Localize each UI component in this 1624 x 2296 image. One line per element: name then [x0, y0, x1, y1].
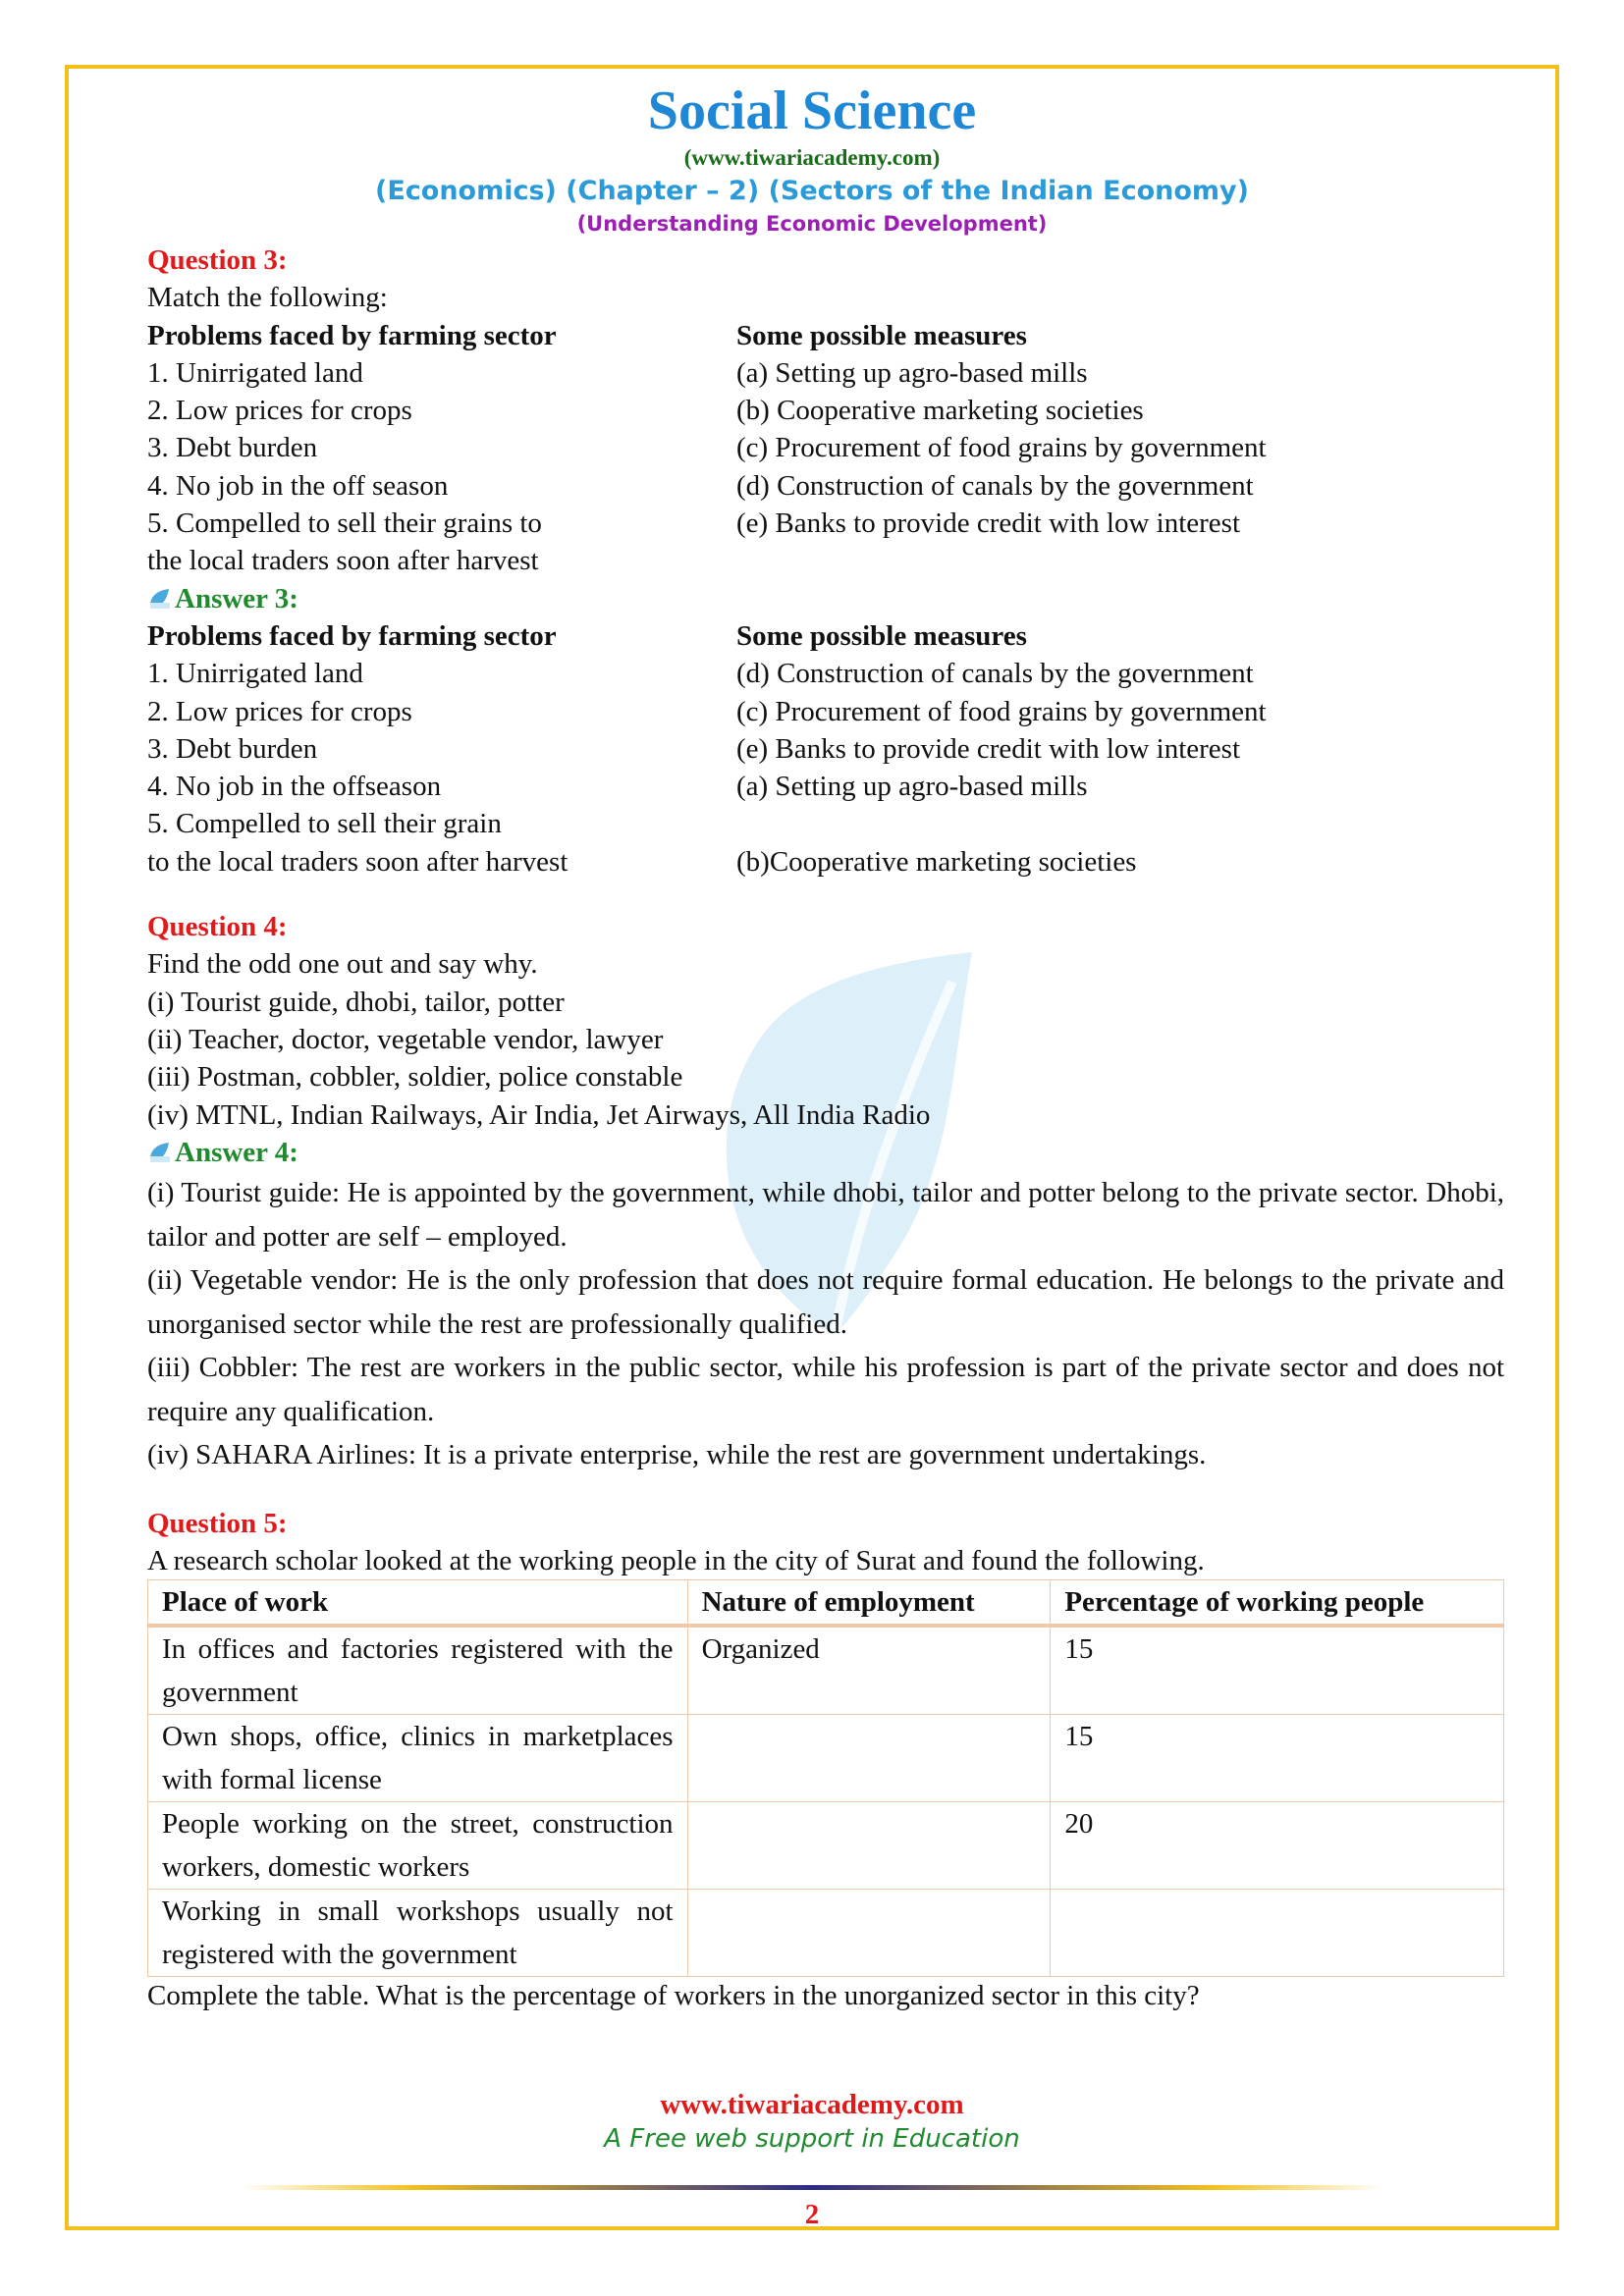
- problems-heading: Problems faced by farming sector: [147, 319, 557, 351]
- table-row: [148, 1626, 1504, 1715]
- list-item: (iii) Postman, cobbler, soldier, police constable: [147, 1061, 683, 1094]
- question-4-label: Question 4:: [147, 911, 288, 943]
- table-row: [148, 1890, 1504, 1977]
- measures-heading: Some possible measures: [736, 319, 1027, 351]
- table-cell: [687, 1802, 1051, 1890]
- answer-paragraph: (i) Tourist guide: He is appointed by the government, while dhobi, tailor and potter belong to the private sector. Dhobi, tailor and potter are self – employed.: [147, 1177, 1504, 1253]
- answer-3-label: Answer 3:: [175, 582, 298, 614]
- list-item: [147, 805, 1504, 842]
- problem-text: 5. Compelled to sell their grains to: [147, 507, 542, 540]
- problem-text: 4. No job in the offseason: [147, 771, 442, 803]
- list-item: [147, 467, 1504, 505]
- problem-text: 3. Debt burden: [147, 732, 318, 765]
- table-cell: 15: [1051, 1715, 1504, 1802]
- table-cell: Working in small workshops usually not registered with the government: [148, 1890, 688, 1977]
- answer-4-label: Answer 4:: [175, 1136, 298, 1168]
- table-cell: People working on the street, construction workers, domestic workers: [148, 1802, 688, 1890]
- table-header-row: [148, 1580, 1504, 1627]
- chapter-heading: (Economics) (Chapter – 2) (Sectors of the Indian Economy): [374, 176, 1249, 206]
- question-5-intro: A research scholar looked at the working people in the city of Surat and found the following.: [147, 1544, 1205, 1576]
- table-cell: [687, 1890, 1051, 1977]
- list-item: (ii) Teacher, doctor, vegetable vendor, lawyer: [147, 1023, 664, 1055]
- measure-text: [736, 805, 1504, 842]
- table-cell: 15: [1051, 1626, 1504, 1715]
- measure-text: (d) Construction of canals by the government: [736, 658, 1254, 690]
- answer-3-heading: [147, 580, 1504, 617]
- measure-text: (e) Banks to provide credit with low interest: [736, 732, 1241, 765]
- question-4-intro: Find the odd one out and say why.: [147, 948, 538, 981]
- problem-text: to the local traders soon after harvest: [147, 845, 568, 878]
- tiwari-logo-icon: [147, 1141, 173, 1164]
- problem-text: 5. Compelled to sell their grain: [147, 808, 502, 840]
- measures-heading: Some possible measures: [736, 619, 1027, 652]
- question-5-label: Question 5:: [147, 1507, 288, 1539]
- question-3-intro: Match the following:: [147, 282, 388, 314]
- footer-divider: [241, 2185, 1383, 2190]
- measure-text: (a) Setting up agro-based mills: [736, 356, 1088, 389]
- problems-heading: Problems faced by farming sector: [147, 619, 557, 652]
- header-site-link[interactable]: (www.tiwariacademy.com): [683, 145, 941, 170]
- footer-tagline: A Free web support in Education: [604, 2124, 1020, 2154]
- list-item: [147, 392, 1504, 429]
- list-item: [147, 693, 1504, 730]
- problem-text: the local traders soon after harvest: [147, 545, 539, 577]
- table-row: [148, 1715, 1504, 1802]
- question-3-header-row: [147, 317, 1504, 354]
- table-header-cell: Nature of employment: [687, 1580, 1051, 1627]
- measure-text: (b) Cooperative marketing societies: [736, 395, 1144, 427]
- problem-text: 4. No job in the off season: [147, 469, 449, 502]
- list-item: [147, 354, 1504, 392]
- problem-text: 3. Debt burden: [147, 432, 318, 464]
- measure-text: [736, 542, 1504, 579]
- table-cell: Organized: [687, 1626, 1051, 1715]
- list-item: (iv) MTNL, Indian Railways, Air India, Jet Airways, All India Radio: [147, 1098, 931, 1131]
- question-3-label: Question 3:: [147, 244, 288, 276]
- problem-text: 1. Unirrigated land: [147, 658, 363, 690]
- list-item: [147, 730, 1504, 768]
- list-item: [147, 542, 1504, 579]
- table-row: [148, 1802, 1504, 1890]
- measure-text: (d) Construction of canals by the government: [736, 469, 1254, 502]
- answer-paragraph: (ii) Vegetable vendor: He is the only profession that does not require formal education. He belongs to the private and unorganised sector while the rest are professionally qualified.: [147, 1264, 1504, 1340]
- answer-3-header-row: [147, 617, 1504, 655]
- answer-4-heading: [147, 1134, 1504, 1171]
- page-title: Social Science: [647, 80, 977, 141]
- tiwari-logo-icon: [147, 587, 173, 611]
- measure-text: (e) Banks to provide credit with low interest: [736, 507, 1241, 540]
- table-cell: 20: [1051, 1802, 1504, 1890]
- measure-text: (c) Procurement of food grains by government: [736, 432, 1267, 464]
- problem-text: 2. Low prices for crops: [147, 395, 412, 427]
- list-item: [147, 655, 1504, 692]
- list-item: (i) Tourist guide, dhobi, tailor, potter: [147, 986, 565, 1018]
- answer-paragraph: (iii) Cobbler: The rest are workers in the public sector, while his profession is part of the private sector and does not require any qualification.: [147, 1352, 1504, 1427]
- list-item: [147, 843, 1504, 881]
- list-item: [147, 505, 1504, 542]
- table-cell: [687, 1715, 1051, 1802]
- page-header: [0, 79, 1624, 238]
- table-cell: [1051, 1890, 1504, 1977]
- table-header-cell: Percentage of working people: [1051, 1580, 1504, 1627]
- page-footer: [0, 2087, 1624, 2156]
- measure-text: (a) Setting up agro-based mills: [736, 771, 1088, 803]
- measure-text: (c) Procurement of food grains by government: [736, 695, 1267, 727]
- problem-text: 2. Low prices for crops: [147, 695, 412, 727]
- measure-text: (b)Cooperative marketing societies: [736, 845, 1137, 878]
- question-5-outro: Complete the table. What is the percentage of workers in the unorganized sector in this city?: [147, 1980, 1200, 2012]
- page-content: [147, 241, 1504, 2015]
- table-cell: Own shops, office, clinics in marketplaces with formal license: [148, 1715, 688, 1802]
- list-item: [147, 768, 1504, 805]
- problem-text: 1. Unirrigated land: [147, 356, 363, 389]
- table-header-cell: Place of work: [148, 1580, 688, 1627]
- table-cell: In offices and factories registered with the government: [148, 1626, 688, 1715]
- answer-paragraph: (iv) SAHARA Airlines: It is a private enterprise, while the rest are government undertakings.: [147, 1439, 1207, 1471]
- page-number: 2: [804, 2199, 820, 2230]
- footer-site-link[interactable]: www.tiwariacademy.com: [660, 2089, 964, 2120]
- list-item: [147, 429, 1504, 466]
- book-subtitle: (Understanding Economic Development): [576, 212, 1048, 236]
- employment-table: [147, 1579, 1504, 1977]
